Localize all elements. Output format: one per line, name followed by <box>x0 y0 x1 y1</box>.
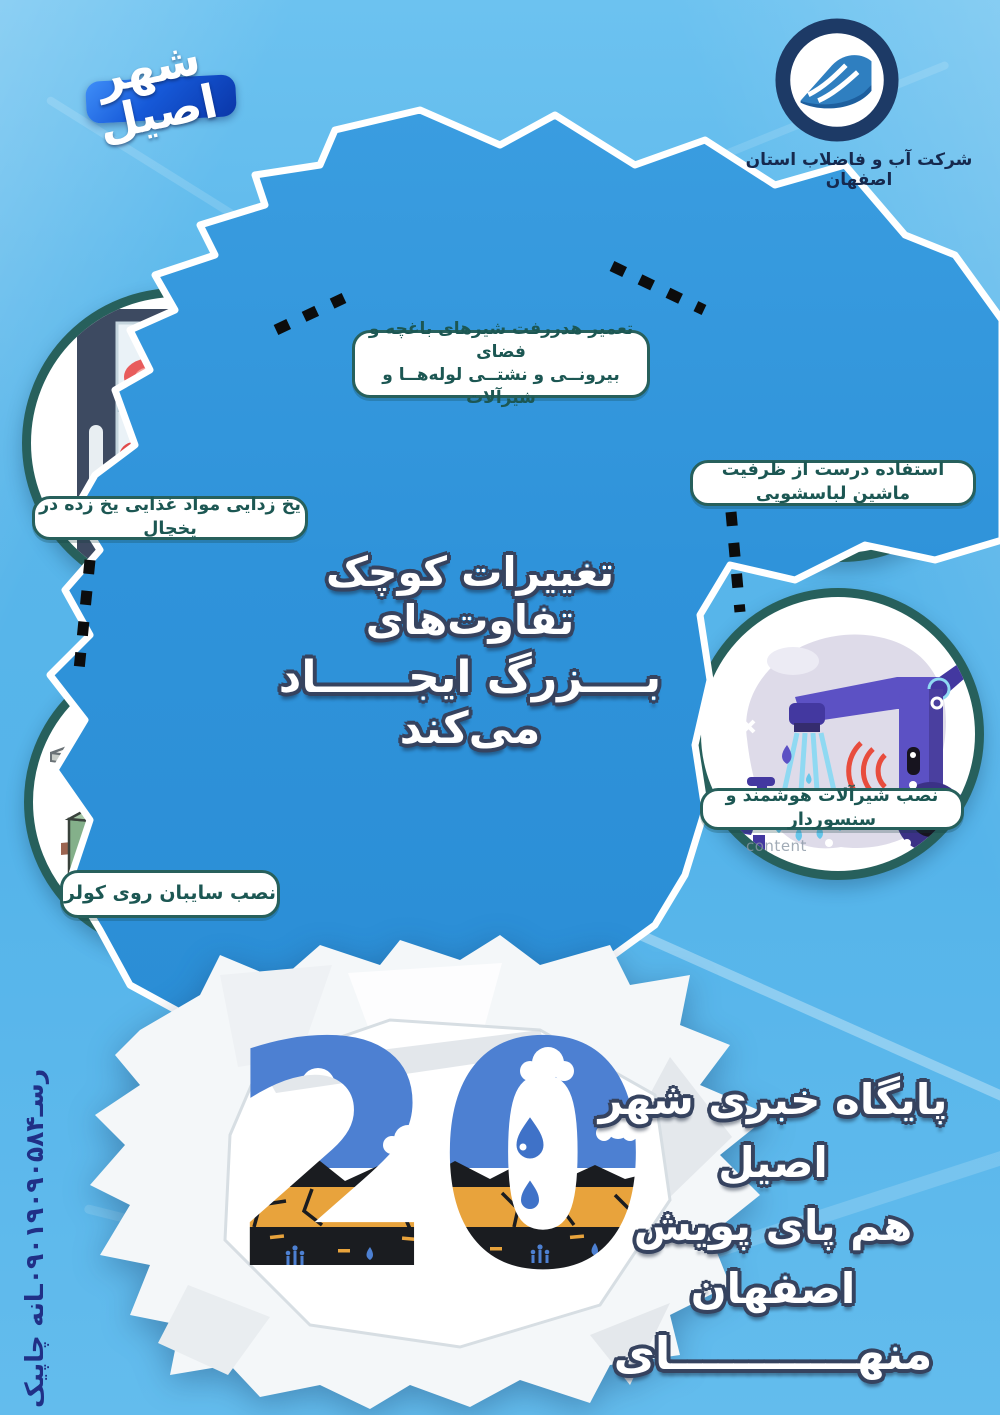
shahr-asil-badge-title: شهر اصیل <box>91 30 223 152</box>
water-company-logo <box>773 16 901 144</box>
connector-fridge-faucet <box>276 298 344 330</box>
connector-fridge-cooler <box>79 560 90 670</box>
campaign-line1: پایگاه خبری شهر اصیل <box>598 1075 948 1187</box>
caption-line: یخ زدایی مواد غذایی یخ زده در یخچال <box>39 495 301 539</box>
caption-line: تعمیر هدررفت شیرهای باغچه و فضای <box>368 319 634 363</box>
headline-line2: بــــزرگ ایجــــــاد می‌کند <box>278 652 662 754</box>
caption-line: استفاده درست از ظرفیت ماشین لباسشویی <box>721 460 945 504</box>
caption-washing-machine <box>690 460 976 506</box>
caption-outdoor-taps <box>352 319 650 408</box>
caption-line: نصب شیرآلات هوشمند و سنسوردار <box>725 786 939 830</box>
caption-smart-faucet <box>700 788 964 830</box>
caption-fridge <box>32 496 308 540</box>
connector-washer-smartfaucet <box>731 512 740 612</box>
stock-watermark: content <box>746 837 807 855</box>
caption-line: نصب سایبان روی کولر <box>64 882 276 905</box>
company-name: شرکت آب و فاضلاب استان اصفهان <box>745 150 973 190</box>
vertical-credit: رسـ۰۹۰۱۹۰۹۰۵۸۴ـانه چاپیک <box>20 1068 49 1408</box>
campaign-line3: منهــــــــــــای <box>613 1327 933 1380</box>
caption-cooler <box>60 870 280 918</box>
headline <box>250 548 690 754</box>
caption-line: بیرونــی و نشتــی لوله‌هــا و شیرآلات <box>382 365 620 408</box>
headline-line1: تغییرات کوچک تفاوت‌های <box>325 548 615 644</box>
campaign-text <box>552 1068 994 1388</box>
campaign-line2: هم پای پویش اصفهان <box>633 1201 913 1313</box>
connector-faucet-washer <box>612 266 704 310</box>
